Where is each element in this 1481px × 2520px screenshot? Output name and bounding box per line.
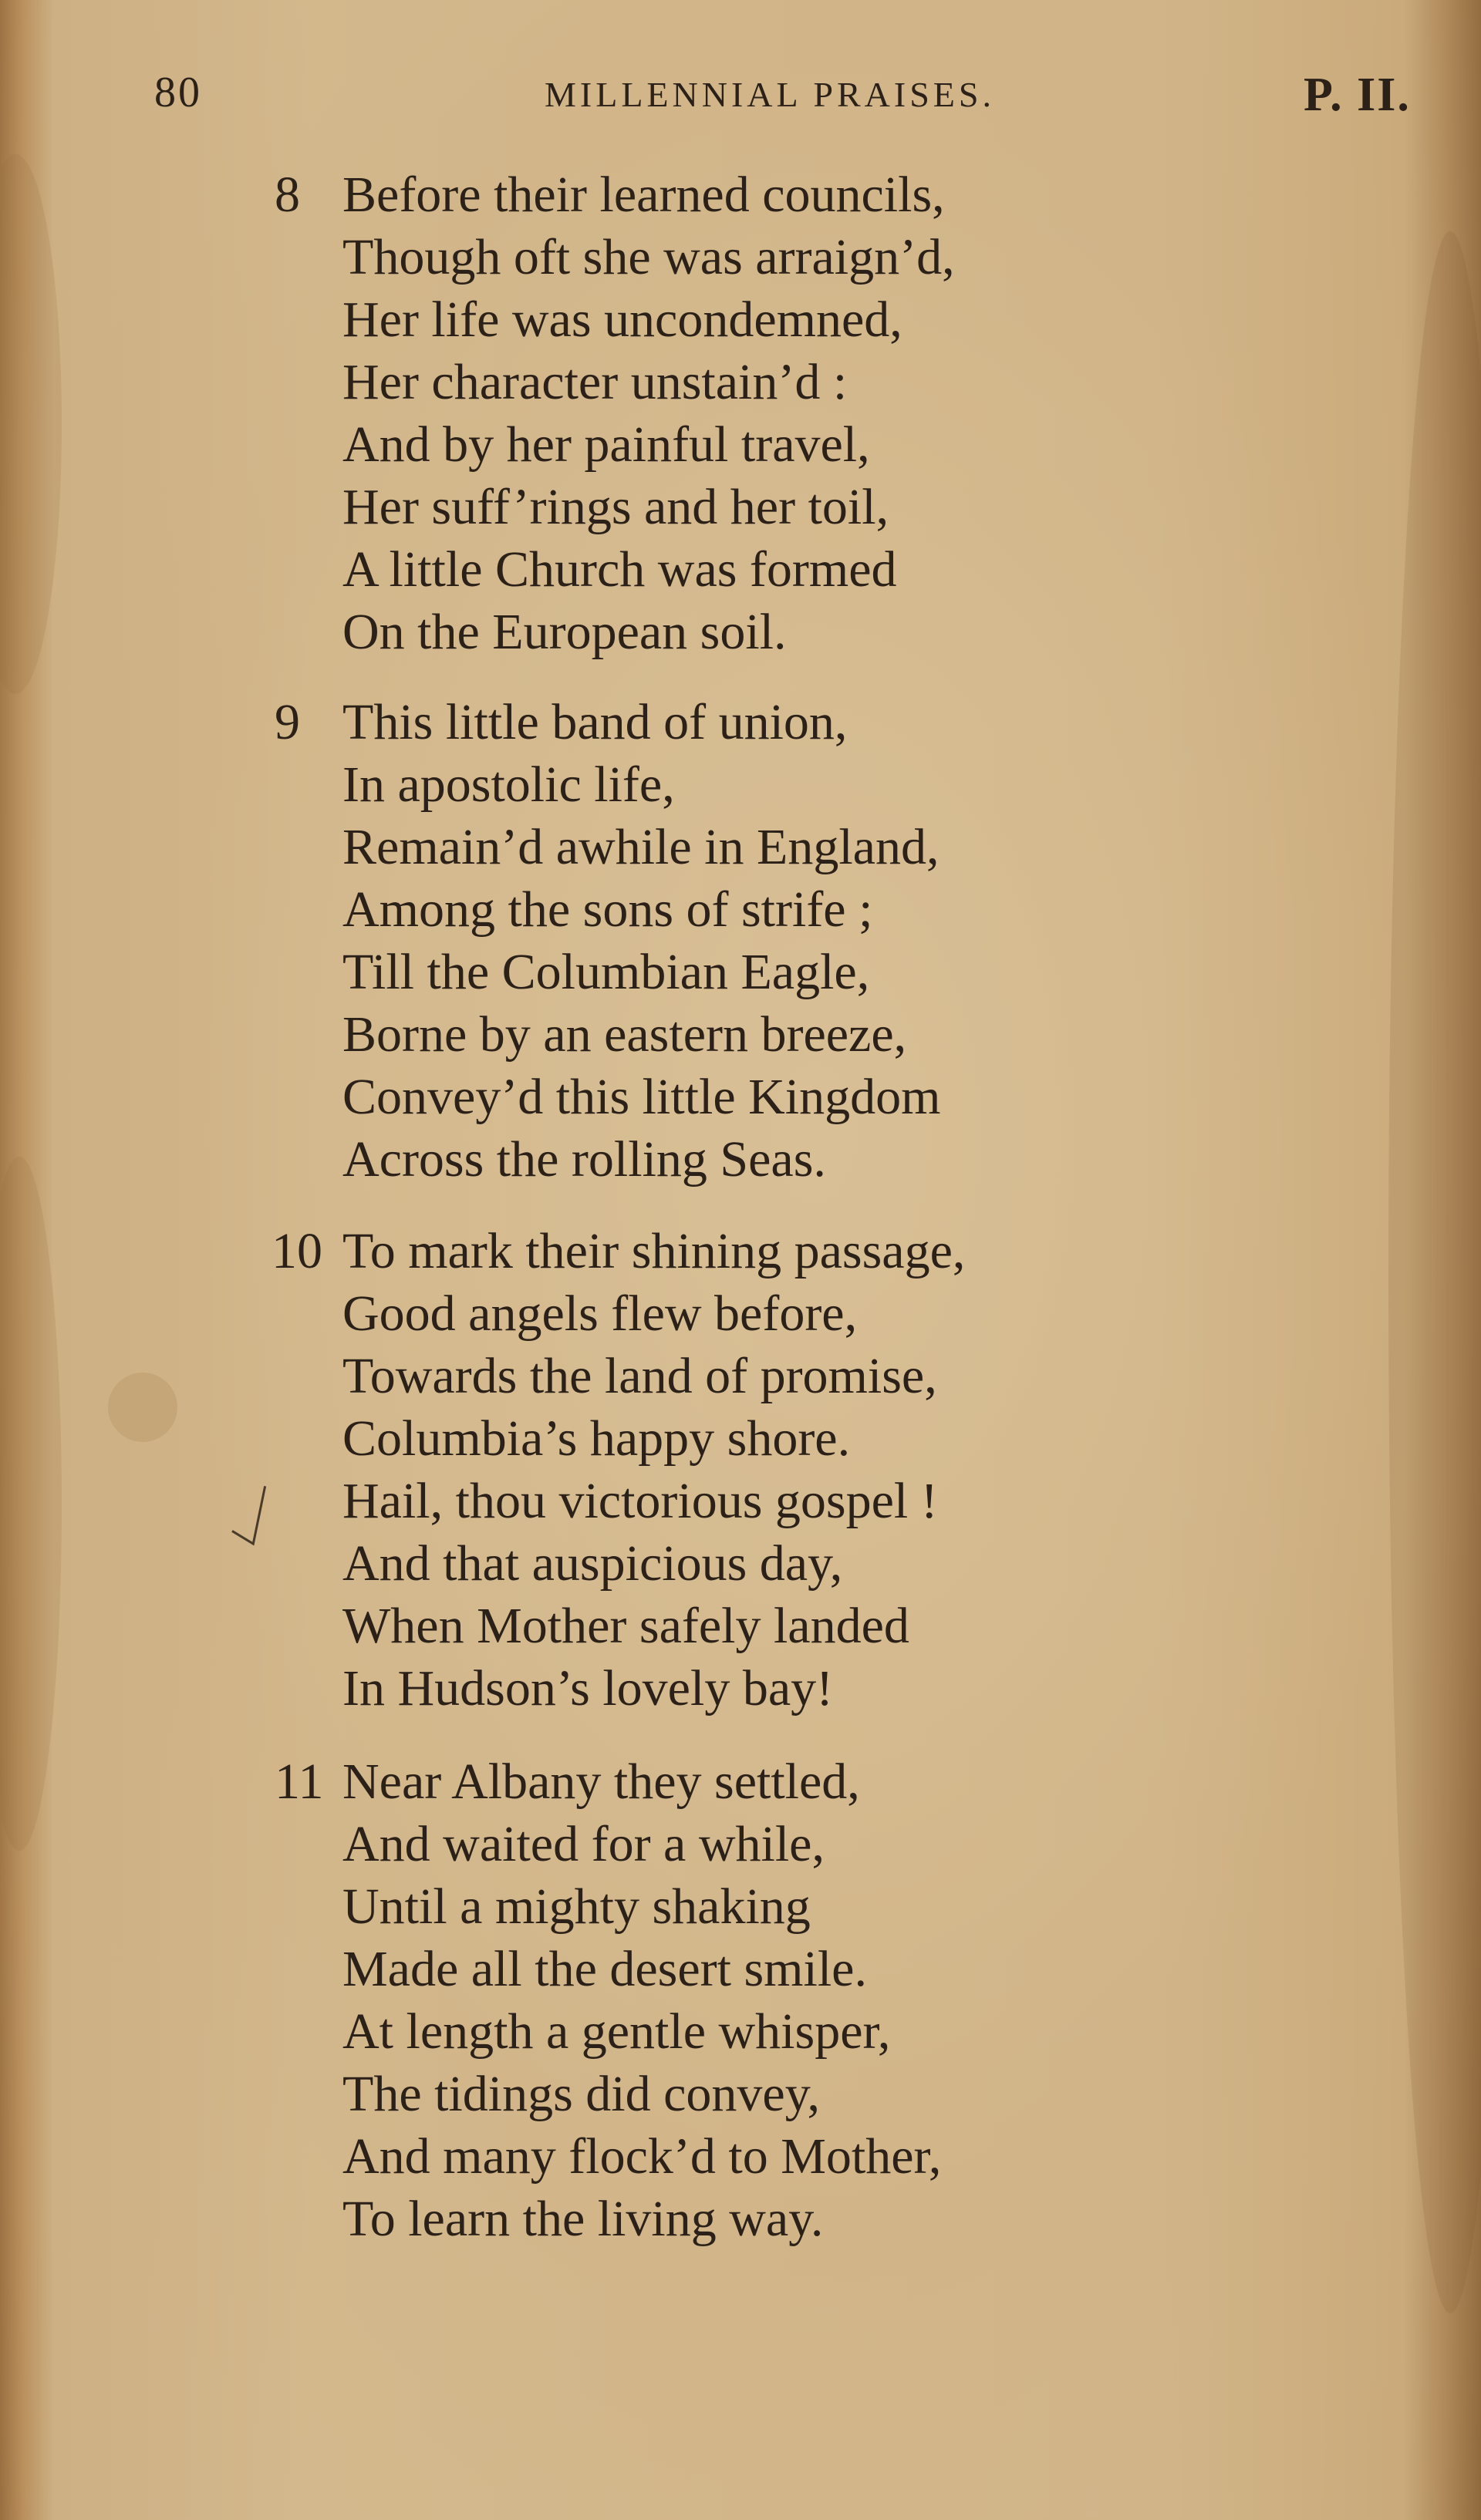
verse-line: Until a mighty shaking	[342, 1878, 811, 1935]
verse-line: Remain’d awhile in England,	[342, 819, 940, 875]
verse-line: Till the Columbian Eagle,	[342, 944, 870, 1000]
verse-line: Her life was uncondemned,	[342, 291, 902, 348]
verse-line: The tidings did convey,	[342, 2066, 820, 2122]
verse-line: Hail, thou victorious gospel !	[342, 1473, 938, 1529]
verse-line: When Mother safely landed	[342, 1598, 909, 1654]
edge-stain	[1388, 231, 1481, 2313]
verse-line: At length a gentle whisper,	[342, 2003, 891, 2060]
verse-line: And that auspicious day,	[342, 1535, 843, 1592]
foxing-spot	[108, 1373, 177, 1442]
verse-line: Though oft she was arraign’d,	[342, 229, 955, 285]
verse-line: Good angels flew before,	[342, 1285, 858, 1342]
verse-line: A little Church was formed	[342, 541, 897, 598]
verse-line: Near Albany they settled,	[342, 1754, 860, 1810]
verse-line: And by her painful travel,	[342, 416, 870, 473]
running-title: MILLENNIAL PRAISES.	[545, 75, 995, 114]
verse-line: To mark their shining passage,	[342, 1223, 966, 1279]
verse-line: Among the sons of strife ;	[342, 881, 873, 938]
verse-line: In Hudson’s lovely bay!	[342, 1660, 834, 1716]
verse-line: Her suff’rings and her toil,	[342, 479, 889, 535]
stanza-number: 8	[275, 167, 300, 223]
edge-stain	[0, 154, 62, 694]
running-header	[0, 68, 1481, 130]
verse-line: Columbia’s happy shore.	[342, 1410, 851, 1467]
verse-line: To learn the living way.	[342, 2191, 824, 2247]
verse-line: Convey’d this little Kingdom	[342, 1069, 941, 1125]
verse-line: And waited for a while,	[342, 1816, 825, 1872]
verse-line: In apostolic life,	[342, 756, 675, 813]
verse-line: Made all the desert smile.	[342, 1941, 867, 1997]
stanza-number: 10	[272, 1223, 322, 1279]
verse-line: Before their learned councils,	[342, 167, 945, 223]
edge-stain	[0, 1157, 62, 1851]
part-label: P. II.	[1304, 69, 1411, 121]
verse-line: And many flock’d to Mother,	[342, 2128, 942, 2185]
verse-line: This little band of union,	[342, 694, 848, 750]
verse-line: On the European soil.	[342, 604, 787, 660]
checkmark-icon	[211, 1473, 299, 1577]
verse-line: Towards the land of promise,	[342, 1348, 937, 1404]
verse-line: Her character unstain’d :	[342, 354, 848, 410]
stanza-number: 9	[275, 694, 300, 750]
stanza-number: 11	[275, 1754, 324, 1810]
page-number: 80	[154, 69, 202, 116]
verse-line: Across the rolling Seas.	[342, 1131, 826, 1188]
verse-line: Borne by an eastern breeze,	[342, 1006, 907, 1063]
